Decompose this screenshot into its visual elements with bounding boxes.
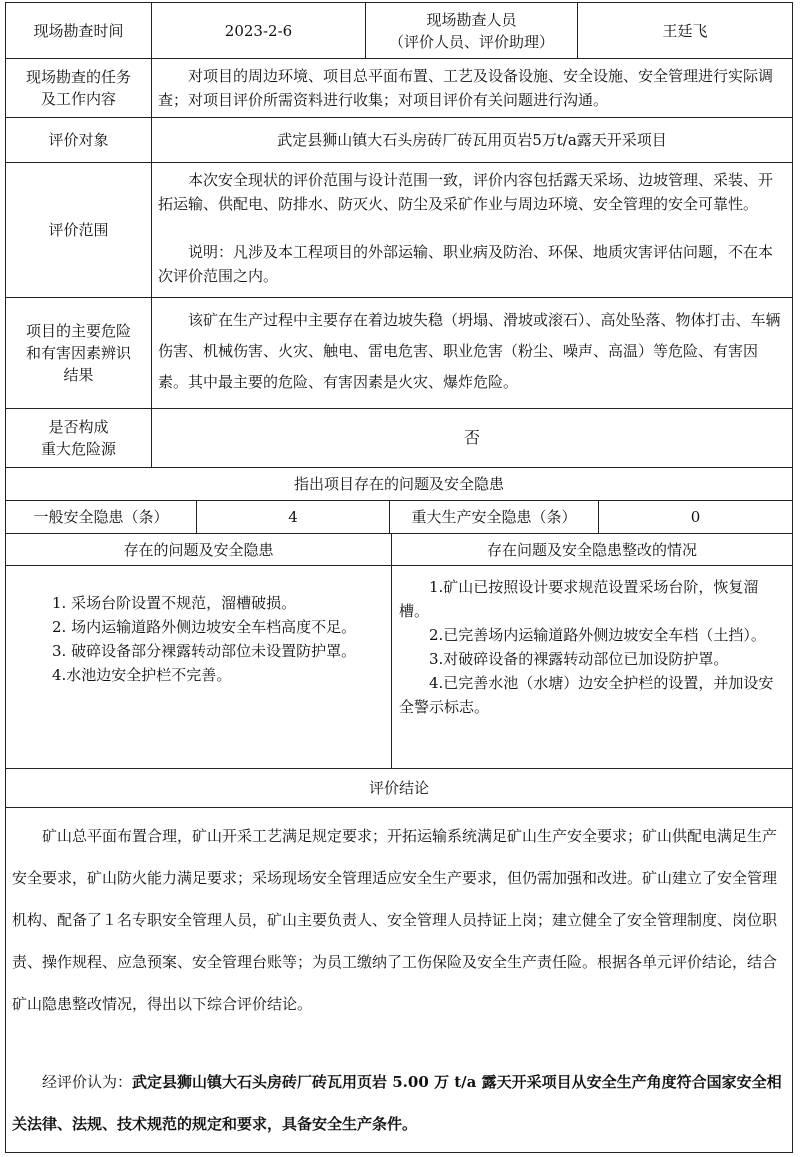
rule bbox=[5, 565, 793, 566]
fix-item: 3.对破碎设备的裸露转动部位已加设防护罩。 bbox=[429, 650, 729, 668]
problems-column-header: 存在的问题及安全隐患 bbox=[123, 540, 274, 559]
major-hazard-label-line2: 重大危险源 bbox=[40, 440, 116, 458]
survey-staff-label-line1: 现场勘查人员 bbox=[426, 10, 517, 29]
conclusion-body: 矿山总平面布置合理，矿山开采工艺满足规定要求；开拓运输系统满足矿山生产安全要求；矿山供配电满足生产安全要求，矿山防火能力满足要求；采场现场安全管理适应安全生产要求，但仍需加强和改进。矿山建立了安全管理机构、配备了１名专职安全管理人员，矿山主要负责人、安全管理人员持证上岗；建立健全了安全管理制度、岗位职责、操作规程、应急预案、安全管理台账等；为员工缴纳了工伤保险及安全生产责任险。根据各单元评价结论，结合矿山隐患整改情况，得出以下综合评价结论。 bbox=[12, 827, 778, 1013]
survey-time-label: 现场勘查时间 bbox=[33, 21, 124, 40]
fixes-column-header: 存在问题及安全隐患整改的情况 bbox=[486, 540, 697, 559]
fix-item: 4.已完善水池（水塘）边安全护栏的设置，并加设安全警示标志。 bbox=[399, 674, 774, 716]
final-statement-lead: 经评价认为： bbox=[42, 1073, 133, 1091]
task-label bbox=[6, 59, 151, 117]
rule bbox=[5, 807, 793, 808]
rule bbox=[151, 2, 152, 468]
general-hazard-count-label: 一般安全隐患（条） bbox=[33, 508, 169, 526]
object-value: 武定县狮山镇大石头房砖厂砖瓦用页岩5万t/a露天开采项目 bbox=[277, 131, 667, 149]
survey-staff-label bbox=[366, 3, 577, 58]
survey-time-value: 2023-2-6 bbox=[224, 21, 293, 40]
scope-para-2: 说明：凡涉及本工程项目的外部运输、职业病及防治、环保、地质灾害评估问题，不在本次评价范围之内。 bbox=[158, 243, 774, 285]
conclusion-header: 评价结论 bbox=[368, 779, 429, 797]
task-content: 对项目的周边环境、项目总平面布置、工艺及设备设施、安全设施、安全管理进行实际调查；对项目评价所需资料进行收集；对项目评价有关问题进行沟通。 bbox=[158, 67, 774, 109]
fix-item: 1.矿山已按照设计要求规范设置采场台阶，恢复溜槽。 bbox=[399, 578, 759, 620]
hazard-label bbox=[6, 298, 151, 408]
problems-list bbox=[22, 591, 384, 687]
rule bbox=[5, 1152, 793, 1153]
issues-header: 指出项目存在的问题及安全隐患 bbox=[293, 475, 504, 493]
major-hazard-count-label: 重大生产安全隐患（条） bbox=[411, 508, 577, 526]
hazard-content: 该矿在生产过程中主要存在着边坡失稳（坍塌、滑坡或滚石）、高处坠落、物体打击、车辆伤害、机械伤害、火灾、触电、雷电危害、职业危害（粉尘、噪声、高温）等危险、有害因素。其中最主要的危险、有害因素是火灾、爆炸危险。 bbox=[158, 311, 781, 391]
problem-item: 2. 场内运输道路外侧边坡安全车档高度不足。 bbox=[52, 618, 357, 636]
hazard-label-line3: 结果 bbox=[63, 366, 94, 384]
major-hazard-value: 否 bbox=[463, 428, 480, 447]
task-label-line2: 及工作内容 bbox=[40, 90, 116, 108]
scope-para-1: 本次安全现状的评价范围与设计范围一致，评价内容包括露天采场、边坡管理、采装、开拓运输、供配电、防排水、防灭火、防尘及采矿作业与周边环境、安全管理的安全可靠性。 bbox=[158, 171, 774, 213]
fix-item: 2.已完善场内运输道路外侧边坡安全车档（土挡）。 bbox=[429, 626, 766, 644]
major-hazard-count-value: 0 bbox=[690, 508, 701, 526]
survey-staff-value: 王廷飞 bbox=[662, 21, 708, 40]
problem-item: 3. 破碎设备部分裸露转动部位未设置防护罩。 bbox=[52, 642, 357, 660]
major-hazard-label bbox=[6, 409, 151, 467]
survey-staff-label-line2: （评价人员、评价助理） bbox=[388, 32, 554, 51]
hazard-label-line2: 和有害因素辨识 bbox=[25, 344, 131, 362]
general-hazard-count-value: 4 bbox=[288, 508, 298, 526]
rule bbox=[792, 2, 793, 1153]
major-hazard-label-line1: 是否构成 bbox=[48, 418, 109, 436]
hazard-label-line1: 项目的主要危险 bbox=[25, 322, 131, 340]
object-label: 评价对象 bbox=[48, 131, 109, 149]
fixes-list bbox=[399, 575, 785, 719]
scope-label: 评价范围 bbox=[48, 221, 109, 239]
task-label-line1: 现场勘查的任务 bbox=[25, 68, 131, 86]
rule bbox=[391, 533, 392, 769]
final-statement bbox=[12, 1061, 786, 1145]
problem-item: 1. 采场台阶设置不规范，溜槽破损。 bbox=[52, 594, 297, 612]
problem-item: 4.水池边安全护栏不完善。 bbox=[52, 666, 232, 684]
final-statement-bold: 武定县狮山镇大石头房砖厂砖瓦用页岩 5.00 万 t/a 露天开采项目从安全生产角度符合国家安全相关法律、法规、技术规范的规定和要求，具备安全生产条件。 bbox=[12, 1073, 782, 1133]
